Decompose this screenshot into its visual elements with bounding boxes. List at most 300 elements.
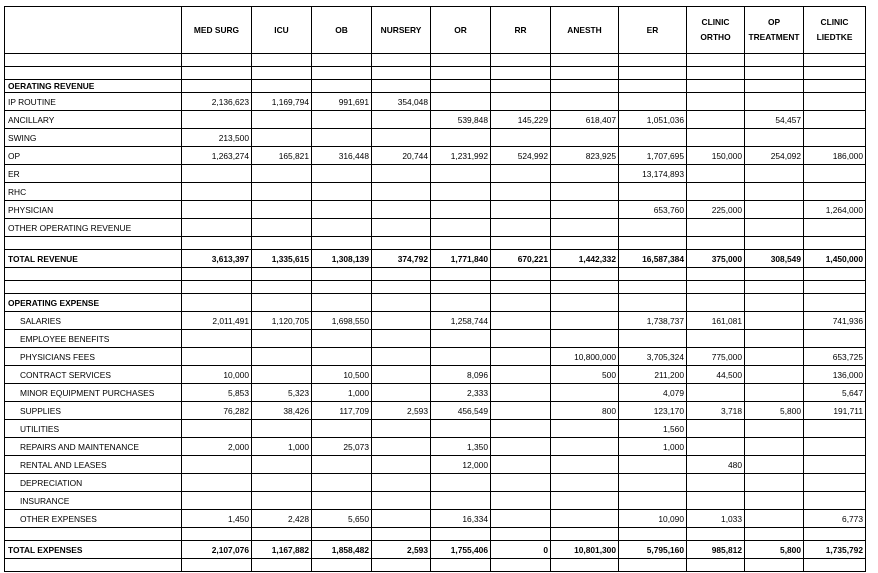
value-cell[interactable]	[431, 420, 491, 438]
value-cell[interactable]	[745, 93, 804, 111]
value-cell[interactable]	[745, 438, 804, 456]
value-cell[interactable]: 5,650	[312, 510, 372, 528]
total-cell[interactable]: 670,221	[491, 250, 551, 268]
empty-cell[interactable]	[491, 528, 551, 541]
empty-cell[interactable]	[745, 54, 804, 67]
value-cell[interactable]	[745, 510, 804, 528]
empty-cell[interactable]	[431, 294, 491, 312]
value-cell[interactable]	[745, 456, 804, 474]
value-cell[interactable]: 823,925	[551, 147, 619, 165]
value-cell[interactable]	[491, 438, 551, 456]
value-cell[interactable]	[745, 384, 804, 402]
empty-cell[interactable]	[687, 281, 745, 294]
empty-cell[interactable]	[619, 528, 687, 541]
value-cell[interactable]	[804, 492, 866, 510]
value-cell[interactable]	[372, 456, 431, 474]
value-cell[interactable]	[312, 183, 372, 201]
section-title[interactable]: OPERATING EXPENSE	[5, 294, 182, 312]
value-cell[interactable]	[687, 420, 745, 438]
empty-cell[interactable]	[312, 237, 372, 250]
total-cell[interactable]: 2,593	[372, 541, 431, 559]
empty-cell[interactable]	[431, 80, 491, 93]
row-label[interactable]: EMPLOYEE BENEFITS	[5, 330, 182, 348]
value-cell[interactable]	[372, 420, 431, 438]
empty-cell[interactable]	[372, 268, 431, 281]
total-cell[interactable]: 1,308,139	[312, 250, 372, 268]
value-cell[interactable]	[252, 366, 312, 384]
empty-cell[interactable]	[745, 67, 804, 80]
value-cell[interactable]	[431, 348, 491, 366]
total-cell[interactable]: 1,450,000	[804, 250, 866, 268]
value-cell[interactable]: 316,448	[312, 147, 372, 165]
row-label[interactable]: PHYSICIANS FEES	[5, 348, 182, 366]
value-cell[interactable]: 76,282	[182, 402, 252, 420]
total-cell[interactable]: 5,795,160	[619, 541, 687, 559]
empty-cell[interactable]	[182, 80, 252, 93]
value-cell[interactable]	[745, 201, 804, 219]
total-cell[interactable]: 1,755,406	[431, 541, 491, 559]
value-cell[interactable]: 44,500	[687, 366, 745, 384]
value-cell[interactable]	[551, 420, 619, 438]
value-cell[interactable]	[372, 330, 431, 348]
value-cell[interactable]: 2,136,623	[182, 93, 252, 111]
total-cell[interactable]: 375,000	[687, 250, 745, 268]
empty-cell[interactable]	[431, 268, 491, 281]
value-cell[interactable]	[491, 384, 551, 402]
empty-cell[interactable]	[252, 528, 312, 541]
empty-cell[interactable]	[252, 281, 312, 294]
value-cell[interactable]	[804, 330, 866, 348]
empty-cell[interactable]	[252, 67, 312, 80]
value-cell[interactable]	[745, 183, 804, 201]
value-cell[interactable]	[687, 111, 745, 129]
row-label[interactable]: SWING	[5, 129, 182, 147]
empty-cell[interactable]	[687, 67, 745, 80]
value-cell[interactable]: 991,691	[312, 93, 372, 111]
value-cell[interactable]	[745, 219, 804, 237]
value-cell[interactable]: 1,264,000	[804, 201, 866, 219]
total-cell[interactable]: 1,167,882	[252, 541, 312, 559]
value-cell[interactable]	[745, 129, 804, 147]
value-cell[interactable]: 800	[551, 402, 619, 420]
value-cell[interactable]: 54,457	[745, 111, 804, 129]
value-cell[interactable]: 10,090	[619, 510, 687, 528]
empty-cell[interactable]	[619, 54, 687, 67]
column-header[interactable]: RR	[491, 7, 551, 54]
empty-cell[interactable]	[372, 281, 431, 294]
value-cell[interactable]: 1,258,744	[431, 312, 491, 330]
value-cell[interactable]: 775,000	[687, 348, 745, 366]
value-cell[interactable]	[551, 201, 619, 219]
value-cell[interactable]	[182, 348, 252, 366]
empty-cell[interactable]	[745, 237, 804, 250]
value-cell[interactable]	[431, 183, 491, 201]
empty-cell[interactable]	[619, 294, 687, 312]
empty-cell[interactable]	[619, 237, 687, 250]
value-cell[interactable]: 13,174,893	[619, 165, 687, 183]
column-header[interactable]: CLINIC ORTHO	[687, 7, 745, 54]
value-cell[interactable]	[804, 183, 866, 201]
value-cell[interactable]: 653,760	[619, 201, 687, 219]
value-cell[interactable]	[312, 165, 372, 183]
value-cell[interactable]	[491, 312, 551, 330]
value-cell[interactable]	[252, 474, 312, 492]
section-title[interactable]: OERATING REVENUE	[5, 80, 182, 93]
value-cell[interactable]: 1,560	[619, 420, 687, 438]
value-cell[interactable]: 1,231,992	[431, 147, 491, 165]
empty-cell[interactable]	[491, 80, 551, 93]
empty-cell[interactable]	[551, 237, 619, 250]
empty-cell[interactable]	[372, 54, 431, 67]
value-cell[interactable]	[745, 492, 804, 510]
column-header[interactable]: CLINIC LIEDTKE	[804, 7, 866, 54]
empty-cell[interactable]	[182, 237, 252, 250]
value-cell[interactable]	[687, 183, 745, 201]
value-cell[interactable]	[372, 312, 431, 330]
column-header[interactable]: NURSERY	[372, 7, 431, 54]
value-cell[interactable]: 213,500	[182, 129, 252, 147]
empty-cell[interactable]	[491, 559, 551, 572]
empty-cell[interactable]	[687, 80, 745, 93]
value-cell[interactable]: 5,800	[745, 402, 804, 420]
empty-cell[interactable]	[804, 528, 866, 541]
value-cell[interactable]	[745, 165, 804, 183]
value-cell[interactable]	[372, 348, 431, 366]
value-cell[interactable]	[804, 438, 866, 456]
value-cell[interactable]: 3,705,324	[619, 348, 687, 366]
row-label[interactable]: SALARIES	[5, 312, 182, 330]
value-cell[interactable]: 1,350	[431, 438, 491, 456]
empty-cell[interactable]	[252, 294, 312, 312]
value-cell[interactable]	[619, 474, 687, 492]
value-cell[interactable]: 10,500	[312, 366, 372, 384]
empty-cell[interactable]	[491, 54, 551, 67]
value-cell[interactable]	[551, 510, 619, 528]
empty-cell[interactable]	[619, 268, 687, 281]
value-cell[interactable]	[619, 219, 687, 237]
value-cell[interactable]	[252, 330, 312, 348]
value-cell[interactable]	[312, 201, 372, 219]
empty-cell[interactable]	[182, 559, 252, 572]
value-cell[interactable]: 2,011,491	[182, 312, 252, 330]
value-cell[interactable]	[551, 492, 619, 510]
empty-cell[interactable]	[182, 268, 252, 281]
column-header[interactable]: MED SURG	[182, 7, 252, 54]
empty-cell[interactable]	[619, 559, 687, 572]
column-header[interactable]: OR	[431, 7, 491, 54]
value-cell[interactable]	[312, 330, 372, 348]
empty-cell[interactable]	[252, 559, 312, 572]
value-cell[interactable]	[687, 438, 745, 456]
value-cell[interactable]: 456,549	[431, 402, 491, 420]
total-cell[interactable]: 1,858,482	[312, 541, 372, 559]
value-cell[interactable]	[491, 348, 551, 366]
value-cell[interactable]	[372, 219, 431, 237]
row-label[interactable]: RHC	[5, 183, 182, 201]
total-cell[interactable]: 0	[491, 541, 551, 559]
total-cell[interactable]: 985,812	[687, 541, 745, 559]
value-cell[interactable]: 2,428	[252, 510, 312, 528]
empty-cell[interactable]	[687, 559, 745, 572]
value-cell[interactable]: 186,000	[804, 147, 866, 165]
row-label[interactable]: PHYSICIAN	[5, 201, 182, 219]
empty-cell[interactable]	[312, 281, 372, 294]
value-cell[interactable]	[804, 420, 866, 438]
empty-cell[interactable]	[312, 54, 372, 67]
total-cell[interactable]: 1,442,332	[551, 250, 619, 268]
empty-cell[interactable]	[804, 67, 866, 80]
empty-cell[interactable]	[687, 54, 745, 67]
empty-cell[interactable]	[687, 294, 745, 312]
value-cell[interactable]: 254,092	[745, 147, 804, 165]
row-label[interactable]: TOTAL REVENUE	[5, 250, 182, 268]
total-cell[interactable]: 5,800	[745, 541, 804, 559]
value-cell[interactable]: 2,333	[431, 384, 491, 402]
empty-cell[interactable]	[5, 559, 182, 572]
column-header[interactable]: ER	[619, 7, 687, 54]
column-header[interactable]: OP TREATMENT	[745, 7, 804, 54]
row-label[interactable]: INSURANCE	[5, 492, 182, 510]
empty-cell[interactable]	[687, 268, 745, 281]
value-cell[interactable]	[687, 129, 745, 147]
value-cell[interactable]	[372, 165, 431, 183]
value-cell[interactable]	[372, 183, 431, 201]
value-cell[interactable]	[619, 492, 687, 510]
value-cell[interactable]	[431, 219, 491, 237]
value-cell[interactable]: 211,200	[619, 366, 687, 384]
value-cell[interactable]: 10,800,000	[551, 348, 619, 366]
value-cell[interactable]: 4,079	[619, 384, 687, 402]
value-cell[interactable]	[312, 456, 372, 474]
value-cell[interactable]	[491, 420, 551, 438]
value-cell[interactable]	[431, 165, 491, 183]
value-cell[interactable]	[551, 129, 619, 147]
value-cell[interactable]	[252, 183, 312, 201]
value-cell[interactable]: 1,698,550	[312, 312, 372, 330]
value-cell[interactable]: 3,718	[687, 402, 745, 420]
empty-cell[interactable]	[745, 80, 804, 93]
empty-cell[interactable]	[372, 237, 431, 250]
empty-cell[interactable]	[182, 294, 252, 312]
total-cell[interactable]: 374,792	[372, 250, 431, 268]
value-cell[interactable]	[619, 129, 687, 147]
value-cell[interactable]	[372, 510, 431, 528]
row-label[interactable]: CONTRACT SERVICES	[5, 366, 182, 384]
value-cell[interactable]: 539,848	[431, 111, 491, 129]
empty-cell[interactable]	[312, 559, 372, 572]
value-cell[interactable]	[551, 384, 619, 402]
value-cell[interactable]	[372, 438, 431, 456]
value-cell[interactable]	[431, 129, 491, 147]
value-cell[interactable]	[551, 219, 619, 237]
value-cell[interactable]: 480	[687, 456, 745, 474]
row-label[interactable]: RENTAL AND LEASES	[5, 456, 182, 474]
empty-cell[interactable]	[182, 528, 252, 541]
value-cell[interactable]: 145,229	[491, 111, 551, 129]
value-cell[interactable]	[745, 474, 804, 492]
value-cell[interactable]	[372, 492, 431, 510]
value-cell[interactable]: 500	[551, 366, 619, 384]
value-cell[interactable]	[372, 474, 431, 492]
value-cell[interactable]: 1,450	[182, 510, 252, 528]
empty-cell[interactable]	[687, 528, 745, 541]
row-label[interactable]: REPAIRS AND MAINTENANCE	[5, 438, 182, 456]
empty-cell[interactable]	[312, 528, 372, 541]
empty-cell[interactable]	[252, 54, 312, 67]
value-cell[interactable]	[804, 111, 866, 129]
value-cell[interactable]	[687, 219, 745, 237]
value-cell[interactable]: 191,711	[804, 402, 866, 420]
empty-cell[interactable]	[5, 67, 182, 80]
empty-cell[interactable]	[745, 559, 804, 572]
total-cell[interactable]: 308,549	[745, 250, 804, 268]
value-cell[interactable]	[745, 420, 804, 438]
value-cell[interactable]: 5,323	[252, 384, 312, 402]
empty-cell[interactable]	[551, 559, 619, 572]
value-cell[interactable]	[431, 93, 491, 111]
value-cell[interactable]	[804, 93, 866, 111]
value-cell[interactable]	[252, 219, 312, 237]
empty-cell[interactable]	[491, 281, 551, 294]
row-label[interactable]: SUPPLIES	[5, 402, 182, 420]
value-cell[interactable]: 136,000	[804, 366, 866, 384]
value-cell[interactable]	[491, 219, 551, 237]
empty-cell[interactable]	[372, 294, 431, 312]
value-cell[interactable]	[551, 93, 619, 111]
empty-cell[interactable]	[431, 528, 491, 541]
value-cell[interactable]	[491, 165, 551, 183]
value-cell[interactable]: 165,821	[252, 147, 312, 165]
value-cell[interactable]	[372, 384, 431, 402]
value-cell[interactable]	[372, 366, 431, 384]
empty-cell[interactable]	[312, 294, 372, 312]
value-cell[interactable]	[372, 129, 431, 147]
value-cell[interactable]	[745, 348, 804, 366]
empty-cell[interactable]	[182, 67, 252, 80]
value-cell[interactable]	[491, 510, 551, 528]
empty-cell[interactable]	[372, 528, 431, 541]
value-cell[interactable]	[745, 330, 804, 348]
value-cell[interactable]	[182, 165, 252, 183]
value-cell[interactable]: 161,081	[687, 312, 745, 330]
empty-cell[interactable]	[5, 237, 182, 250]
value-cell[interactable]	[252, 129, 312, 147]
value-cell[interactable]	[312, 129, 372, 147]
value-cell[interactable]: 38,426	[252, 402, 312, 420]
empty-cell[interactable]	[804, 237, 866, 250]
value-cell[interactable]	[491, 456, 551, 474]
empty-cell[interactable]	[551, 80, 619, 93]
value-cell[interactable]: 20,744	[372, 147, 431, 165]
corner-cell[interactable]	[5, 7, 182, 54]
value-cell[interactable]: 1,000	[252, 438, 312, 456]
value-cell[interactable]	[182, 492, 252, 510]
value-cell[interactable]	[551, 183, 619, 201]
value-cell[interactable]: 1,707,695	[619, 147, 687, 165]
value-cell[interactable]	[551, 474, 619, 492]
empty-cell[interactable]	[491, 237, 551, 250]
value-cell[interactable]	[491, 129, 551, 147]
empty-cell[interactable]	[804, 281, 866, 294]
total-cell[interactable]: 10,801,300	[551, 541, 619, 559]
empty-cell[interactable]	[745, 281, 804, 294]
row-label[interactable]: ER	[5, 165, 182, 183]
value-cell[interactable]	[491, 183, 551, 201]
value-cell[interactable]	[804, 474, 866, 492]
value-cell[interactable]	[431, 492, 491, 510]
row-label[interactable]: OP	[5, 147, 182, 165]
value-cell[interactable]	[619, 93, 687, 111]
total-cell[interactable]: 1,771,840	[431, 250, 491, 268]
value-cell[interactable]	[491, 492, 551, 510]
empty-cell[interactable]	[745, 528, 804, 541]
value-cell[interactable]	[551, 438, 619, 456]
value-cell[interactable]: 1,033	[687, 510, 745, 528]
value-cell[interactable]: 1,120,705	[252, 312, 312, 330]
value-cell[interactable]	[687, 492, 745, 510]
value-cell[interactable]	[687, 474, 745, 492]
value-cell[interactable]	[312, 219, 372, 237]
value-cell[interactable]: 150,000	[687, 147, 745, 165]
empty-cell[interactable]	[5, 268, 182, 281]
value-cell[interactable]	[687, 384, 745, 402]
row-label[interactable]: OTHER EXPENSES	[5, 510, 182, 528]
total-cell[interactable]: 2,107,076	[182, 541, 252, 559]
value-cell[interactable]: 524,992	[491, 147, 551, 165]
value-cell[interactable]	[804, 165, 866, 183]
value-cell[interactable]	[687, 93, 745, 111]
value-cell[interactable]: 1,263,274	[182, 147, 252, 165]
value-cell[interactable]	[372, 111, 431, 129]
value-cell[interactable]: 354,048	[372, 93, 431, 111]
empty-cell[interactable]	[252, 237, 312, 250]
value-cell[interactable]	[491, 366, 551, 384]
column-header[interactable]: OB	[312, 7, 372, 54]
empty-cell[interactable]	[551, 528, 619, 541]
value-cell[interactable]	[491, 93, 551, 111]
row-label[interactable]: ANCILLARY	[5, 111, 182, 129]
value-cell[interactable]	[619, 330, 687, 348]
value-cell[interactable]	[491, 201, 551, 219]
value-cell[interactable]	[745, 312, 804, 330]
value-cell[interactable]	[312, 111, 372, 129]
empty-cell[interactable]	[5, 54, 182, 67]
empty-cell[interactable]	[372, 80, 431, 93]
value-cell[interactable]	[252, 420, 312, 438]
value-cell[interactable]	[551, 312, 619, 330]
value-cell[interactable]	[182, 219, 252, 237]
value-cell[interactable]: 5,647	[804, 384, 866, 402]
total-cell[interactable]: 3,613,397	[182, 250, 252, 268]
value-cell[interactable]	[687, 330, 745, 348]
value-cell[interactable]	[804, 129, 866, 147]
empty-cell[interactable]	[431, 67, 491, 80]
value-cell[interactable]	[551, 165, 619, 183]
empty-cell[interactable]	[551, 294, 619, 312]
empty-cell[interactable]	[182, 281, 252, 294]
value-cell[interactable]	[619, 183, 687, 201]
empty-cell[interactable]	[804, 54, 866, 67]
value-cell[interactable]	[804, 456, 866, 474]
value-cell[interactable]	[491, 474, 551, 492]
empty-cell[interactable]	[745, 268, 804, 281]
empty-cell[interactable]	[491, 294, 551, 312]
total-cell[interactable]: 1,735,792	[804, 541, 866, 559]
row-label[interactable]: TOTAL EXPENSES	[5, 541, 182, 559]
empty-cell[interactable]	[491, 67, 551, 80]
value-cell[interactable]	[182, 111, 252, 129]
value-cell[interactable]: 225,000	[687, 201, 745, 219]
